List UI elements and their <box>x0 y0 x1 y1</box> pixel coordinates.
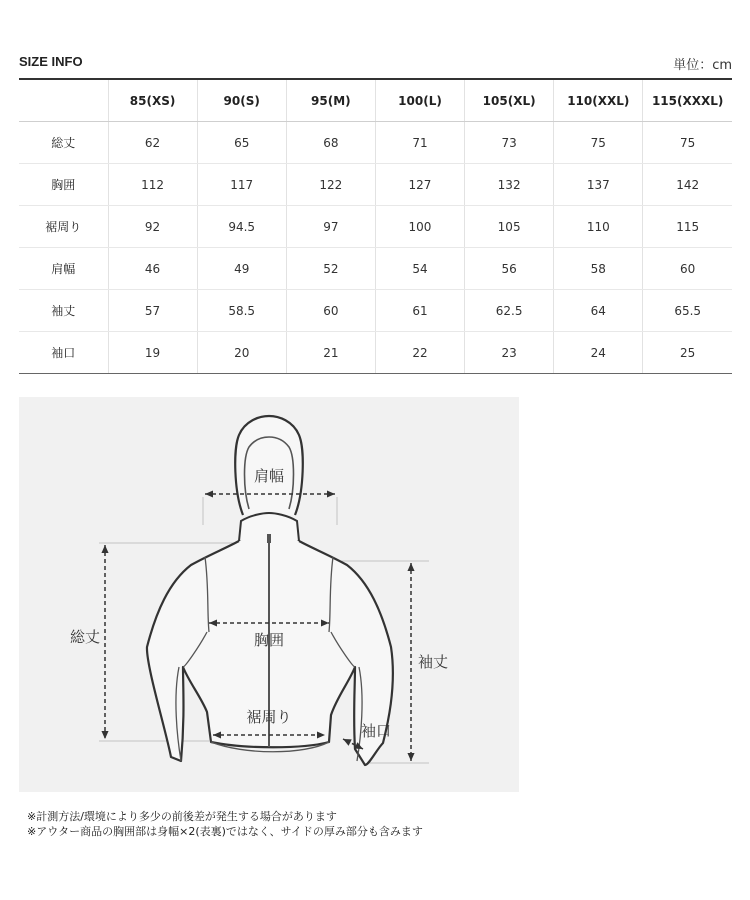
table-cell: 52 <box>286 248 375 290</box>
table-cell: 25 <box>643 332 732 374</box>
table-cell: 58.5 <box>197 290 286 332</box>
table-cell: 100 <box>375 206 464 248</box>
row-label: 総丈 <box>19 122 108 164</box>
shoulder-label: 肩幅 <box>253 467 285 485</box>
table-row <box>19 122 732 164</box>
table-cell: 137 <box>554 164 643 206</box>
page-title: SIZE INFO <box>19 54 83 69</box>
hem-label: 裾周り <box>246 708 292 726</box>
table-row <box>19 332 732 374</box>
notes <box>27 810 423 839</box>
table-cell: 21 <box>286 332 375 374</box>
size-column-header: 85(XS) <box>108 79 197 122</box>
size-column-header: 100(L) <box>375 79 464 122</box>
note-line: ※計測方法/環境により多少の前後差が発生する場合があります <box>27 810 337 823</box>
table-cell: 62 <box>108 122 197 164</box>
table-cell: 20 <box>197 332 286 374</box>
table-cell: 49 <box>197 248 286 290</box>
row-label: 裾周り <box>19 206 108 248</box>
table-row <box>19 164 732 206</box>
table-cell: 58 <box>554 248 643 290</box>
note-line: ※アウター商品の胸囲部は身幅×2(表裏)ではなく、サイドの厚み部分も含みます <box>27 824 423 838</box>
table-cell: 142 <box>643 164 732 206</box>
table-cell: 65.5 <box>643 290 732 332</box>
table-cell: 97 <box>286 206 375 248</box>
table-cell: 92 <box>108 206 197 248</box>
measurement-diagram <box>19 397 519 792</box>
table-cell: 132 <box>465 164 554 206</box>
table-cell: 57 <box>108 290 197 332</box>
row-label: 肩幅 <box>19 248 108 290</box>
table-cell: 54 <box>375 248 464 290</box>
table-cell: 60 <box>286 290 375 332</box>
size-table <box>19 78 732 374</box>
table-row <box>19 206 732 248</box>
table-row <box>19 248 732 290</box>
table-cell: 60 <box>643 248 732 290</box>
table-cell: 117 <box>197 164 286 206</box>
table-cell: 75 <box>643 122 732 164</box>
size-info-header <box>19 54 732 76</box>
row-label: 袖丈 <box>19 290 108 332</box>
table-cell: 68 <box>286 122 375 164</box>
size-column-header: 110(XXL) <box>554 79 643 122</box>
table-cell: 94.5 <box>197 206 286 248</box>
table-cell: 24 <box>554 332 643 374</box>
jacket-illustration <box>19 397 519 792</box>
table-cell: 23 <box>465 332 554 374</box>
cuff-label: 袖口 <box>360 722 392 740</box>
table-cell: 110 <box>554 206 643 248</box>
table-cell: 122 <box>286 164 375 206</box>
corner-cell <box>19 79 108 122</box>
sleeve-length-label: 袖丈 <box>417 653 449 671</box>
table-cell: 19 <box>108 332 197 374</box>
table-cell: 115 <box>643 206 732 248</box>
row-label: 袖口 <box>19 332 108 374</box>
table-cell: 75 <box>554 122 643 164</box>
chest-label: 胸囲 <box>253 631 285 649</box>
unit-label: 単位：cm <box>673 58 732 73</box>
table-cell: 22 <box>375 332 464 374</box>
table-row <box>19 290 732 332</box>
table-cell: 127 <box>375 164 464 206</box>
row-label: 胸囲 <box>19 164 108 206</box>
table-cell: 61 <box>375 290 464 332</box>
size-column-header: 105(XL) <box>465 79 554 122</box>
table-cell: 46 <box>108 248 197 290</box>
total-length-label: 総丈 <box>69 628 101 646</box>
table-cell: 105 <box>465 206 554 248</box>
zipper-pull <box>267 534 271 543</box>
size-column-header: 115(XXXL) <box>643 79 732 122</box>
table-cell: 73 <box>465 122 554 164</box>
table-cell: 64 <box>554 290 643 332</box>
table-cell: 71 <box>375 122 464 164</box>
size-column-header: 90(S) <box>197 79 286 122</box>
table-cell: 56 <box>465 248 554 290</box>
table-cell: 62.5 <box>465 290 554 332</box>
table-cell: 112 <box>108 164 197 206</box>
size-column-header: 95(M) <box>286 79 375 122</box>
size-header-row <box>19 79 732 122</box>
table-cell: 65 <box>197 122 286 164</box>
